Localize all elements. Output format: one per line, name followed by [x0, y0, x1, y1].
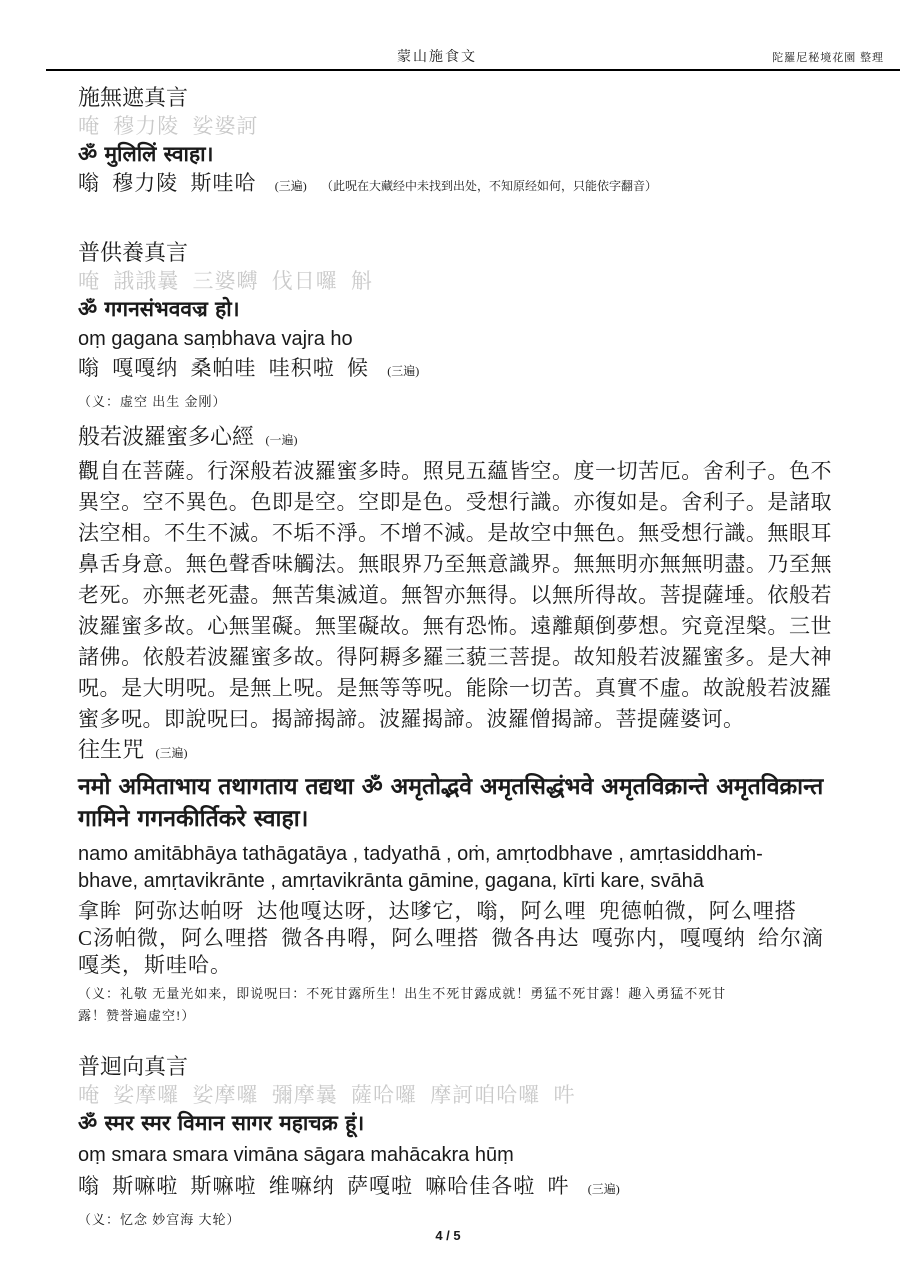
mantra-devanagari-line-2: गामिने गगनकीर्तिकरे स्वाहा। [78, 806, 309, 832]
mantra-meaning: （义：虚空 出生 金刚） [78, 394, 227, 409]
repeat-count-marker: (三遍) [274, 179, 307, 193]
section-wangsheng-mantra [78, 737, 832, 1027]
mantra-chinese-phonetic: 嗡 斯嘛啦 斯嘛啦 维嘛纳 萨嘎啦 嘛哈佳各啦 吽 [78, 1174, 570, 1198]
section-pugongyang-mantra [78, 240, 832, 413]
mantra-chinese-traditional: 唵 穆力陵 娑婆訶 [78, 114, 259, 138]
mantra-chinese-phonetic: 嗡 穆力陵 斯哇哈 [78, 171, 257, 195]
sutra-body-text: 觀自在菩薩。行深般若波羅蜜多時。照見五蘊皆空。度一切苦厄。舍利子。色不異空。空不異色。色即是空。空即是色。受想行識。亦復如是。舍利子。是諸取法空相。不生不滅。不垢不淨。不增不減。是故空中無色。無受想行識。無眼耳鼻舌身意。無色聲香味觸法。無眼界乃至無意識界。無無明亦無無明盡。乃至無老死。亦無老死盡。無苦集滅道。無智亦無得。以無所得故。菩提薩埵。依般若波羅蜜多故。心無罣礙。無罣礙故。無有恐怖。遠離顛倒夢想。究竟涅槃。三世諸佛。依般若波羅蜜多故。得阿耨多羅三藐三菩提。故知般若波羅蜜多。是大神呪。是大明呪。是無上呪。是無等等呪。能除一切苦。真實不虛。故說般若波羅蜜多呪。即說呪曰。揭諦揭諦。波羅揭諦。波羅僧揭諦。菩提薩婆诃。 [78, 459, 832, 731]
page-number: 4 / 5 [435, 1228, 461, 1243]
page-header-credit: 陀羅尼秘境花園 整理 [772, 52, 884, 64]
repeat-count-marker: (三遍) [587, 1182, 620, 1196]
mantra-romanization-line-2: bhave, amṛtavikrānte , amṛtavikrānta gāmine, gagana, kīrti kare, svāhā [78, 870, 704, 892]
mantra-devanagari: ॐ मुलिलिं स्वाहा। [78, 142, 214, 166]
mantra-meaning: （义：忆念 妙宫海 大轮） [78, 1212, 241, 1227]
mantra-chinese-phonetic-line [78, 170, 832, 200]
mantra-romanization-line-1: namo amitābhāya tathāgatāya , tadyathā , oṁ, amṛtodbhave , amṛtasiddhaṁ- [78, 843, 763, 865]
mantra-chinese-traditional: 唵 誐誐曩 三婆嚩 伐日囉 斛 [78, 269, 373, 293]
mantra-meaning-line-2: 露！赞誉遍虚空!） [78, 1008, 196, 1023]
section-heading: 普迴向真言 [78, 1054, 189, 1079]
mantra-chinese-phonetic-line [78, 1173, 832, 1203]
mantra-chinese-phonetic-line [78, 355, 832, 385]
section-puhuixiang-mantra [78, 1054, 832, 1231]
mantra-source-note: （此呪在大藏经中未找到出处，不知原经如何，只能依字翻音） [321, 179, 658, 193]
repeat-count-marker: (三遍) [155, 746, 188, 760]
section-heading: 施無遮真言 [78, 85, 189, 110]
mantra-romanization: oṃ smara smara vimāna sāgara mahācakra hūṃ [78, 1144, 514, 1166]
header-divider [46, 69, 900, 71]
section-shiwuzhe-mantra [78, 85, 832, 200]
mantra-romanization: oṃ gagana saṃbhava vajra ho [78, 328, 353, 350]
mantra-chinese-phonetic-line-2: C汤帕微，阿么哩搭 微各冉嘚，阿么哩搭 微各冉达 嘎弥内，嘎嘎纳 给尔滴 [78, 926, 825, 950]
section-heading: 普供養真言 [78, 240, 189, 265]
mantra-chinese-phonetic: 嗡 嘎嘎纳 桑帕哇 哇积啦 候 [78, 356, 369, 380]
mantra-devanagari: ॐ गगनसंभववज्र हो। [78, 297, 240, 321]
mantra-chinese-phonetic-line-1: 拿眸 阿弥达帕呀 达他嘎达呀，达嗲它，嗡，阿么哩 兜德帕微，阿么哩搭 [78, 899, 797, 923]
section-heart-sutra [78, 424, 832, 735]
mantra-chinese-phonetic-line-3: 嘎类，斯哇哈。 [78, 953, 232, 977]
repeat-count-marker: (一遍) [265, 433, 298, 447]
mantra-devanagari-line-1: नमो अमिताभाय तथागताय तद्यथा ॐ अमृतोद्भवे अमृतसिद्धंभवे अमृतविक्रान्ते अमृतविक्रान्त [78, 774, 824, 800]
sutra-heading-line [78, 424, 832, 453]
section-heading-line [78, 737, 832, 766]
repeat-count-marker: (三遍) [387, 364, 420, 378]
section-heading: 往生咒 [78, 737, 145, 762]
page-header-title: 蒙山施食文 [397, 50, 477, 65]
mantra-meaning-line-1: （义：礼敬 无量光如来，即说呪曰：不死甘露所生！出生不死甘露成就！勇猛不死甘露！趣入勇猛不死甘 [78, 986, 727, 1001]
sutra-heading: 般若波羅蜜多心經 [78, 424, 255, 449]
mantra-chinese-traditional: 唵 娑摩囉 娑摩囉 彌摩曩 薩哈囉 摩訶咱哈囉 吽 [78, 1083, 576, 1107]
mantra-devanagari: ॐ स्मर स्मर विमान सागर महाचक्र हूं। [78, 1111, 365, 1135]
